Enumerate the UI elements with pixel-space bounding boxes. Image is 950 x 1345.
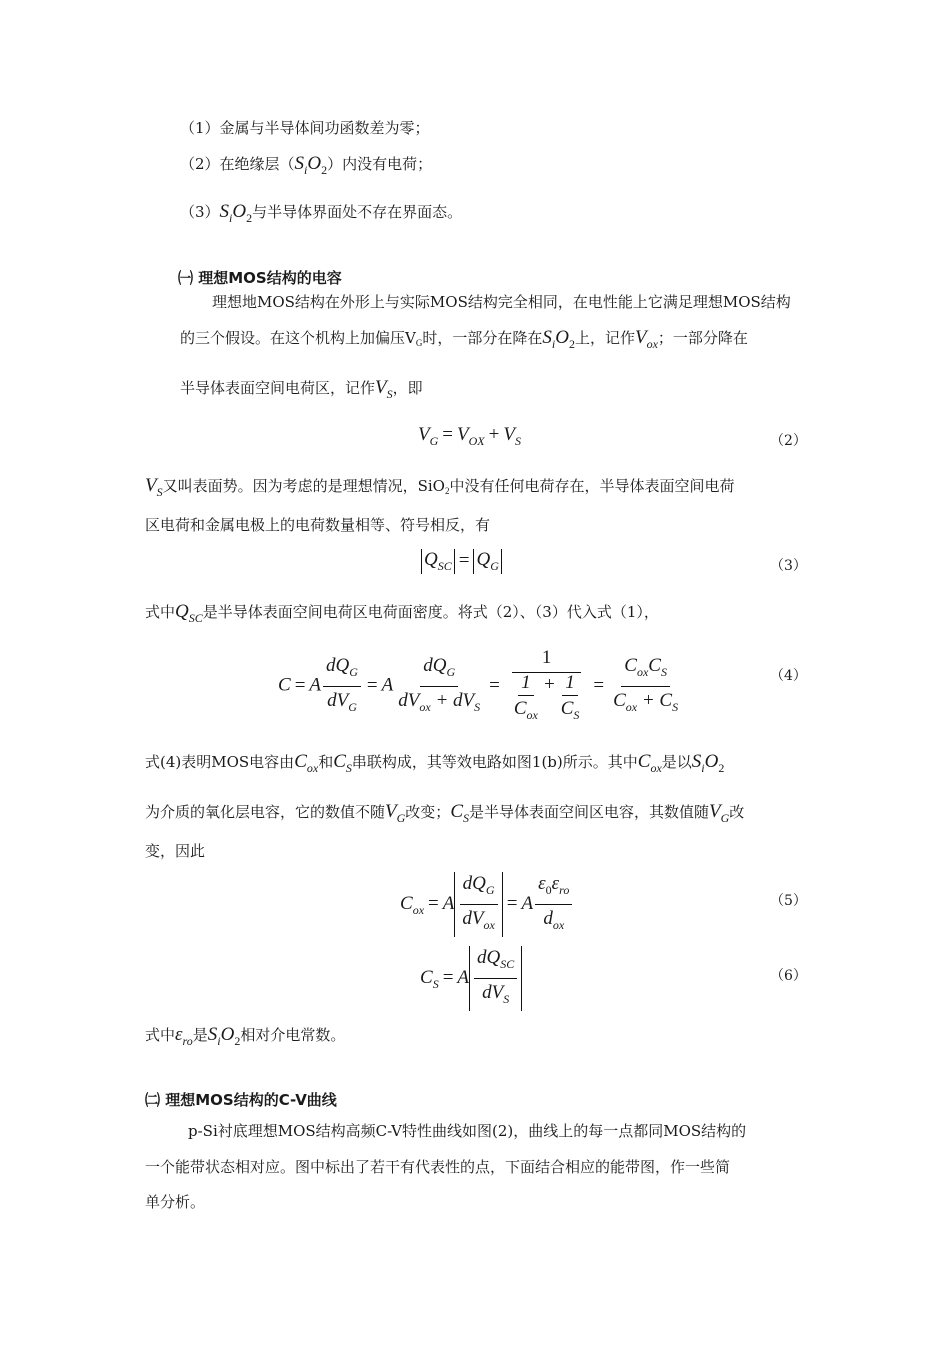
section-2-paragraph-line-3: 单分析。 xyxy=(145,1193,206,1211)
section-1-paragraph-1-line-3 xyxy=(180,378,423,404)
subscript: 2 xyxy=(444,486,450,496)
assumption-2-post: ）内没有电荷； xyxy=(327,155,433,173)
sio2-formula: $S_iO_2$ xyxy=(219,201,253,225)
sio2-formula: $S_iO_2$ xyxy=(691,751,725,775)
text-fragment: 中没有任何电荷存在，半导体表面空间电荷 xyxy=(449,477,735,495)
text-fragment: 为介质的氧化层电容，它的数值不随 xyxy=(145,803,386,821)
text-fragment: 改变； xyxy=(405,803,451,821)
text-fragment: 又叫表面势。因为考虑的是理想情况，SiO xyxy=(162,477,445,495)
equation-2-number: （2） xyxy=(770,433,807,449)
c-ox-symbol: $C_{ox}$ xyxy=(637,751,662,775)
v-g-symbol: $V_G$ xyxy=(709,801,730,825)
section-1-paragraph-1-line-1: 理想地MOS结构在外形上与实际MOS结构完全相同，在电性能上它满足理想MOS结构 xyxy=(212,293,791,311)
v-g-symbol: $V_G$ xyxy=(385,801,406,825)
section-2-paragraph-line-1: p-Si衬底理想MOS结构高频C-V特性曲线如图(2)，曲线上的每一点都同MOS结构的 xyxy=(188,1122,747,1140)
equation-6: $C_S = A$ $\frac{dQ_{SC}}{dV_S}$ xyxy=(420,946,522,1011)
section-1-paragraph-4-line-3: 变，因此 xyxy=(145,842,206,860)
text-fragment: 时，一部分在降在 xyxy=(422,329,543,347)
equation-4: C = A $\frac{dQ_G}{dV_G}$ = A $\frac{dQ_G}{dV_{ox} + dV_S}$ = 1 $\frac{1}{C_{ox}}$ + $\frac{1}{C_S}$ = $\frac{C_{ox}C_S}{C_{ox} + C_S}$ xyxy=(278,647,679,722)
assumption-1-text: （1）金属与半导体间功函数差为零； xyxy=(180,119,430,137)
equation-4-number: （4） xyxy=(770,668,807,684)
section-2-heading: ㈡ 理想MOS结构的C-V曲线 xyxy=(145,1091,337,1109)
text-fragment: ；一部分降在 xyxy=(657,329,748,347)
text-fragment: 是以 xyxy=(661,753,692,771)
section-2-paragraph-line-2: 一个能带状态相对应。图中标出了若干有代表性的点，下面结合相应的能带图，作一些简 xyxy=(145,1158,731,1176)
equation-2: $V_G = V_{OX} + V_S$ xyxy=(418,424,521,448)
c-s-symbol: $C_S$ xyxy=(333,751,352,775)
assumption-2 xyxy=(180,154,432,180)
sio2-formula: $S_iO_2$ xyxy=(294,153,328,177)
section-1-paragraph-2-line-1 xyxy=(145,476,735,502)
section-1-paragraph-4-line-1 xyxy=(145,752,724,778)
assumption-2-pre: （2）在绝缘层（ xyxy=(180,155,295,173)
text-fragment: 式中 xyxy=(145,603,176,621)
v-s-symbol: $V_S$ xyxy=(375,377,393,401)
subscript: G xyxy=(415,338,423,348)
text-fragment: 的三个假设。在这个机构上加偏压V xyxy=(180,329,416,347)
text-fragment: 是 xyxy=(192,1026,208,1044)
v-s-symbol: $V_S$ xyxy=(145,475,163,499)
text-fragment: 式(4)表明MOS电容由 xyxy=(145,753,295,771)
sio2-formula: $S_iO_2$ xyxy=(207,1024,241,1048)
epsilon-ro-symbol: $\varepsilon_{ro}$ xyxy=(175,1024,193,1048)
text-fragment: 是半导体表面空间区电容，其数值随 xyxy=(469,803,710,821)
c-s-symbol: $C_S$ xyxy=(450,801,469,825)
text-fragment: 相对介电常数。 xyxy=(240,1026,346,1044)
equation-6-number: （6） xyxy=(770,968,807,984)
section-1-paragraph-4-line-2 xyxy=(145,802,744,828)
text-fragment: 串联构成，其等效电路如图1(b)所示。其中 xyxy=(351,753,638,771)
equation-3-number: （3） xyxy=(770,558,807,574)
assumption-3 xyxy=(180,202,462,228)
c-ox-symbol: $C_{ox}$ xyxy=(294,751,319,775)
v-ox-symbol: $V_{ox}$ xyxy=(634,327,658,351)
section-1-paragraph-5 xyxy=(145,1025,345,1051)
assumption-1 xyxy=(180,118,430,138)
text-fragment: 半导体表面空间电荷区，记作 xyxy=(180,379,376,397)
assumption-3-pre: （3） xyxy=(180,203,220,221)
text-fragment: 式中 xyxy=(145,1026,176,1044)
sio2-formula: $S_iO_2$ xyxy=(542,327,575,351)
section-1-paragraph-1-line-2 xyxy=(180,328,748,354)
assumption-3-post: 与半导体界面处不存在界面态。 xyxy=(252,203,463,221)
text-fragment: ，即 xyxy=(392,379,423,397)
equation-3: $Q_{SC} = Q_G$ xyxy=(421,549,502,574)
section-1-heading: ㈠ 理想MOS结构的电容 xyxy=(178,269,342,287)
section-1-paragraph-3 xyxy=(145,602,659,628)
equation-5: $C_{ox} = A$ $\frac{dQ_G}{dV_{ox}}$ = A $\frac{\varepsilon_0\varepsilon_{ro}}{d_{ox}}$ xyxy=(400,872,574,937)
text-fragment: 是半导体表面空间电荷区电荷面密度。将式（2）、（3）代入式（1）， xyxy=(202,603,659,621)
text-fragment: 和 xyxy=(318,753,334,771)
text-fragment: 改 xyxy=(729,803,745,821)
section-1-paragraph-2-line-2: 区电荷和金属电极上的电荷数量相等、符号相反，有 xyxy=(145,516,491,534)
q-sc-symbol: $Q_{SC}$ xyxy=(175,601,203,625)
text-fragment: 上，记作 xyxy=(574,329,635,347)
equation-5-number: （5） xyxy=(770,893,807,909)
